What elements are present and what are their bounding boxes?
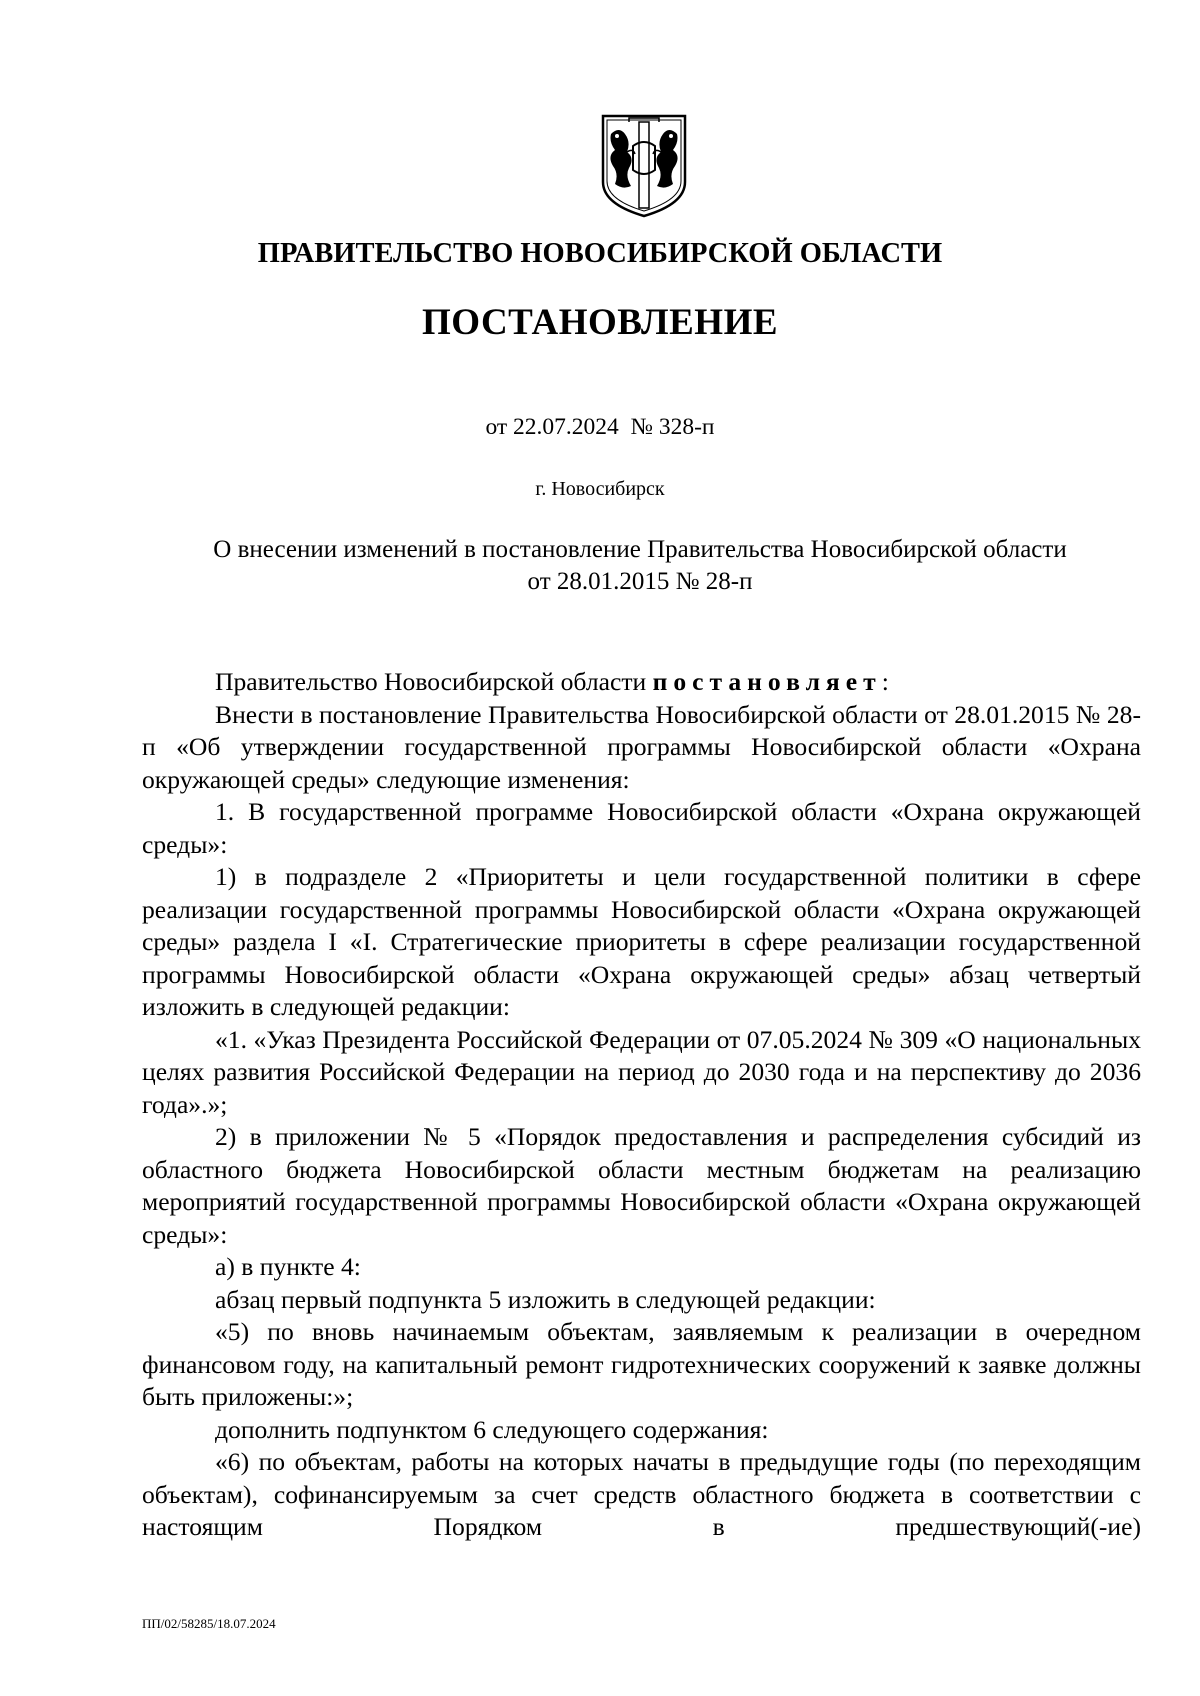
paragraph-subpoint-5-intro: абзац первый подпункта 5 изложить в следующей редакции: (215, 1284, 876, 1314)
intro-verb: постановляет (652, 667, 882, 696)
paragraph-item-1: 1. В государственной программе Новосибирской области «Охрана окружающей среды»: (142, 797, 1141, 859)
decree-subject (140, 534, 1140, 598)
coat-of-arms-emblem (599, 112, 689, 220)
paragraph-subpoint-6-text: «6) по объектам, работы на которых начаты в предыдущие годы (по переходящим объектам), софинансируемым за счет средств областного бюджета в соответствии с настоящим Порядком в предшествующий(-ие) (142, 1447, 1141, 1541)
intro-prefix: Правительство Новосибирской области (215, 667, 653, 696)
city-name: г. Новосибирск (535, 478, 665, 500)
government-name: ПРАВИТЕЛЬСТВО НОВОСИБИРСКОЙ ОБЛАСТИ (257, 238, 943, 269)
document-registration-code: ПП/02/58285/18.07.2024 (142, 1616, 276, 1631)
paragraph-subitem-2: 2) в приложении № 5 «Порядок предоставления и распределения субсидий из областного бюджета Новосибирской области местным бюджетам на реализацию мероприятий государственной программы Новосибирской области «Охрана окружающей среды»: (142, 1122, 1141, 1249)
paragraph-subpoint-5-text: «5) по вновь начинаемым объектам, заявляемым к реализации в очередном финансовом году, на капитальный ремонт гидротехнических сооружений к заявке должны быть приложены:»; (142, 1317, 1141, 1411)
paragraph-point-a: а) в пункте 4: (215, 1252, 361, 1281)
subject-line-1: О внесении изменений в постановление Правительства Новосибирской области (213, 536, 1067, 563)
intro-suffix: : (881, 667, 889, 696)
subject-line-2: от 28.01.2015 № 28-п (527, 568, 753, 595)
decree-body (142, 666, 1141, 1544)
paragraph-subitem-1: 1) в подразделе 2 «Приоритеты и цели государственной политики в сфере реализации государственной программы Новосибирской области «Охрана окружающей среды» раздела I «I. Стратегические приоритеты в сфере реализации государственной программы Новосибирской области «Охрана окружающей среды» абзац четвертый изложить в следующей редакции: (142, 862, 1141, 1021)
intro-paragraph (142, 666, 1141, 699)
paragraph-subpoint-6-intro: дополнить подпунктом 6 следующего содержания: (215, 1414, 769, 1444)
decree-date-number: от 22.07.2024 № 328-п (485, 414, 715, 440)
document-type-title: ПОСТАНОВЛЕНИЕ (421, 302, 779, 343)
paragraph-new-text-1: «1. «Указ Президента Российской Федерации от 07.05.2024 № 309 «О национальных целях развития Российской Федерации на период до 2030 года и на перспективу до 2036 года».»; (142, 1024, 1141, 1119)
paragraph-amend-decree: Внести в постановление Правительства Новосибирской области от 28.01.2015 № 28-п «Об утверждении государственной программы Новосибирской области «Охрана окружающей среды» следующие изменения: (142, 699, 1141, 794)
novosibirsk-coat-of-arms-icon (599, 112, 689, 220)
